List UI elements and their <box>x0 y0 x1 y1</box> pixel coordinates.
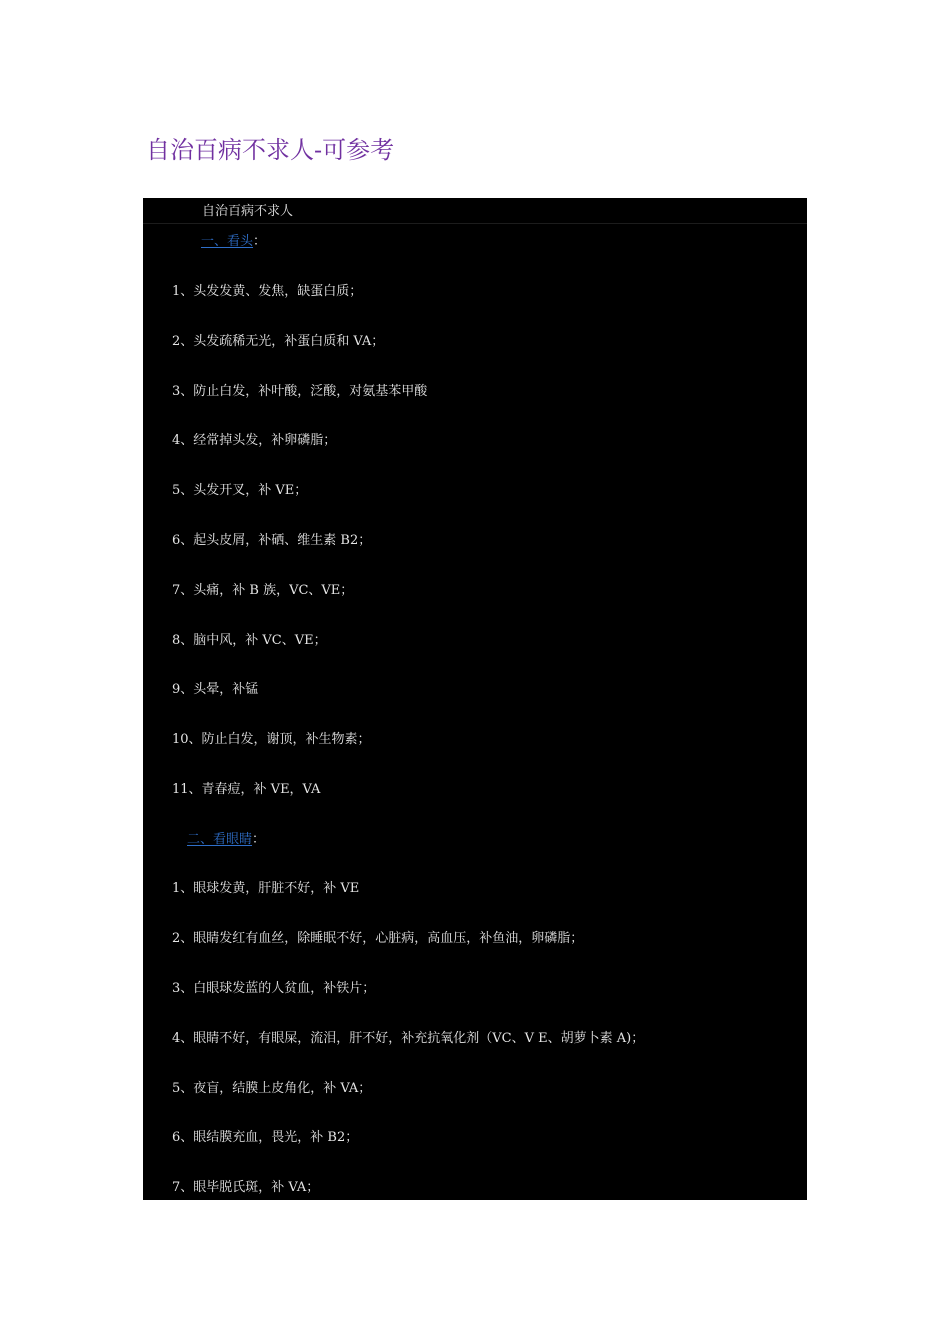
document-title: 自治百病不求人-可参考 <box>146 136 395 164</box>
list-item: 1、眼球发黄，肝脏不好，补 VE <box>172 881 360 896</box>
list-item: 7、头痛，补 B 族，VC、VE； <box>172 583 354 598</box>
section-heading-eyes <box>187 831 265 849</box>
list-item: 9、头晕，补锰 <box>172 682 259 697</box>
section-link-eyes[interactable]: 二、看眼睛 <box>187 832 253 847</box>
list-item: 5、头发开叉，补 VE； <box>172 483 308 498</box>
list-item: 3、防止白发，补叶酸，泛酸，对氨基苯甲酸 <box>172 384 428 399</box>
list-item: 8、脑中风，补 VC、VE； <box>172 633 327 648</box>
content-panel <box>143 198 807 1200</box>
panel-title: 自治百病不求人 <box>202 204 294 219</box>
list-item: 6、起头皮屑，补硒、维生素 B2； <box>172 533 372 548</box>
heading-colon: ： <box>252 832 266 847</box>
section-link-head[interactable]: 一、看头 <box>201 234 254 249</box>
heading-colon: ： <box>253 234 267 249</box>
list-item: 2、头发疏稀无光，补蛋白质和 VA； <box>172 334 385 349</box>
list-item: 10、防止白发，谢顶，补生物素； <box>172 732 371 747</box>
list-item: 11、青春痘，补 VE，VA <box>172 782 321 797</box>
list-item: 1、头发发黄、发焦，缺蛋白质； <box>172 284 363 299</box>
section-heading-head <box>201 233 266 251</box>
list-item: 4、眼睛不好，有眼屎，流泪，肝不好，补充抗氧化剂（VC、V E、胡萝卜素 A)； <box>172 1031 645 1046</box>
list-item: 5、夜盲，结膜上皮角化，补 VA； <box>172 1081 372 1096</box>
list-item: 2、眼睛发红有血丝，除睡眠不好，心脏病，高血压，补鱼油，卵磷脂； <box>172 931 584 946</box>
list-item: 3、白眼球发蓝的人贫血，补铁片； <box>172 981 376 996</box>
list-item: 4、经常掉头发，补卵磷脂； <box>172 433 337 448</box>
list-item: 7、眼毕脱氏斑，补 VA； <box>172 1180 320 1195</box>
panel-divider <box>143 223 807 224</box>
list-item: 6、眼结膜充血，畏光，补 B2； <box>172 1130 359 1145</box>
